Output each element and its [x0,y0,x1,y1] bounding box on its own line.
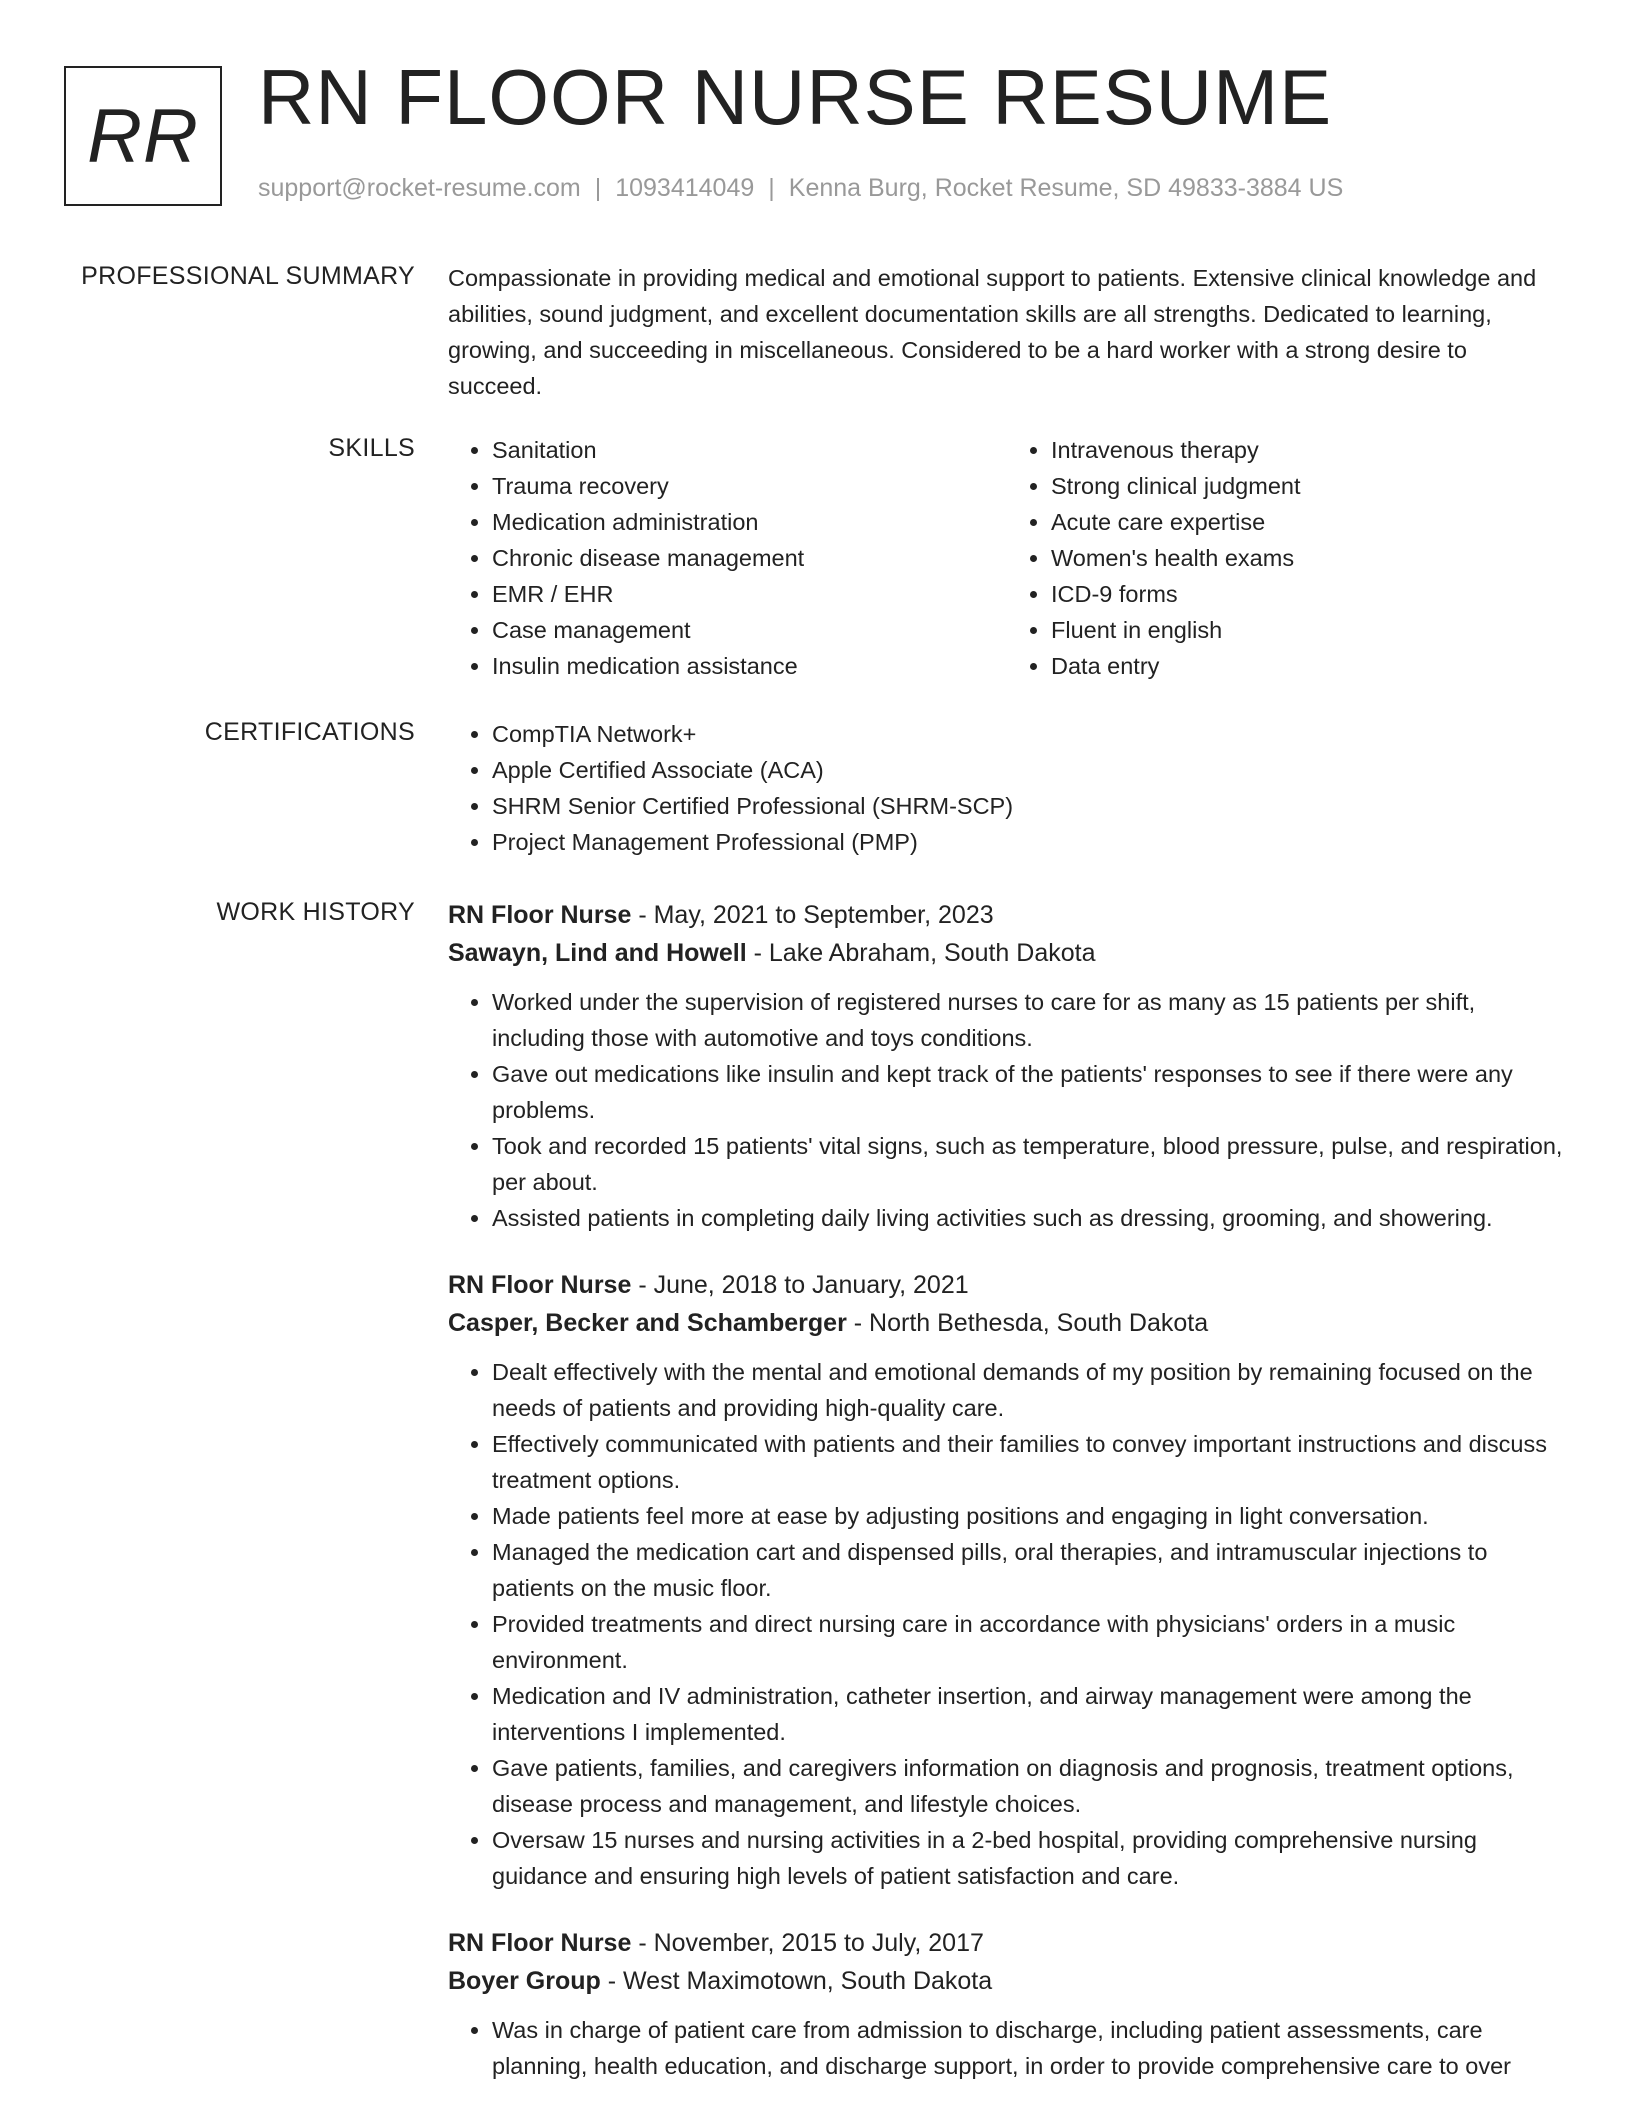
skill-item: • Case management [492,612,1007,648]
certification-item: • SHRM Senior Certified Professional (SHRM-SCP) [492,788,1566,824]
certification-item: • CompTIA Network+ [492,716,1566,752]
job-bullets [448,984,1566,1236]
contact-separator: | [768,174,775,202]
job-bullet: • Effectively communicated with patients and their families to convey important instructions and discuss treatment options. [492,1426,1566,1498]
job-company-line [448,934,1566,972]
skills-body [448,432,1566,684]
skill-item: • Medication administration [492,504,1007,540]
job-bullet: • Gave out medications like insulin and kept track of the patients' responses to see if there were any problems. [492,1056,1566,1128]
job-bullet: • Was in charge of patient care from admission to discharge, including patient assessments, care planning, health education, and discharge support, in order to provide comprehensive care to over [492,2012,1566,2084]
job-location: - West Maximotown, South Dakota [607,1967,993,1995]
certifications-body [448,716,1566,860]
job-bullet: • Assisted patients in completing daily living activities such as dressing, grooming, and showering. [492,1200,1566,1236]
job-bullet: • Dealt effectively with the mental and emotional demands of my position by remaining focused on the needs of patients and providing high-quality care. [492,1354,1566,1426]
section-label: PROFESSIONAL SUMMARY [81,262,415,290]
certifications-list [448,716,1566,860]
job-title-line [448,1924,1566,1962]
certification-item: • Project Management Professional (PMP) [492,824,1566,860]
resume-title: RN FLOOR NURSE RESUME [258,53,1333,141]
skill-item: • Sanitation [492,432,1007,468]
monogram-text: RR [87,93,199,179]
job-bullets [448,1354,1566,1894]
contact-address: Kenna Burg, Rocket Resume, SD 49833-3884 US [788,174,1344,202]
job-company-line [448,1304,1566,1342]
contact-line [258,174,1343,203]
summary-body [448,260,1566,404]
section-label: SKILLS [328,434,415,462]
skill-item: • ICD-9 forms [1051,576,1566,612]
job-entry [448,1924,1566,2084]
section-label: CERTIFICATIONS [204,718,415,746]
skills-list-right [1007,432,1566,684]
job-location: - North Bethesda, South Dakota [853,1309,1209,1337]
monogram-logo [64,66,222,206]
job-title-line [448,896,1566,934]
skill-item: • EMR / EHR [492,576,1007,612]
job-bullets [448,2012,1566,2084]
skill-item: • Chronic disease management [492,540,1007,576]
skill-item: • Trauma recovery [492,468,1007,504]
skill-item: • Strong clinical judgment [1051,468,1566,504]
contact-separator: | [594,174,602,202]
job-title: RN Floor Nurse [448,1929,632,1957]
job-location: - Lake Abraham, South Dakota [753,939,1096,967]
job-company: Sawayn, Lind and Howell [448,939,747,967]
job-bullet: • Took and recorded 15 patients' vital signs, such as temperature, blood pressure, pulse, and respiration, per about. [492,1128,1566,1200]
job-company: Boyer Group [448,1967,601,1995]
summary-text: Compassionate in providing medical and emotional support to patients. Extensive clinical knowledge and abilities, sound judgment, and excellent documentation skills are all strengths. Dedicated to learning, growing, and succeeding in miscellaneous. Considered to be a hard worker with a strong desire to succeed. [448,265,1537,399]
job-bullet: • Oversaw 15 nurses and nursing activities in a 2-bed hospital, providing comprehensive nursing guidance and ensuring high levels of patient satisfaction and care. [492,1822,1566,1894]
job-entry [448,1266,1566,1894]
skills-list-left [448,432,1007,684]
skill-item: • Women's health exams [1051,540,1566,576]
job-dates: - June, 2018 to January, 2021 [638,1271,969,1299]
job-bullet: • Provided treatments and direct nursing care in accordance with physicians' orders in a music environment. [492,1606,1566,1678]
work-history-body [448,896,1566,2084]
job-entry [448,896,1566,1236]
job-bullet: • Gave patients, families, and caregivers information on diagnosis and prognosis, treatment options, disease process and management, and lifestyle choices. [492,1750,1566,1822]
section-label: WORK HISTORY [216,898,415,926]
skill-item: • Intravenous therapy [1051,432,1566,468]
job-bullet: • Medication and IV administration, catheter insertion, and airway management were among the interventions I implemented. [492,1678,1566,1750]
job-company: Casper, Becker and Schamberger [448,1309,847,1337]
skill-item: • Fluent in english [1051,612,1566,648]
skill-item: • Acute care expertise [1051,504,1566,540]
job-bullet: • Made patients feel more at ease by adjusting positions and engaging in light conversation. [492,1498,1566,1534]
skill-item: • Insulin medication assistance [492,648,1007,684]
job-title: RN Floor Nurse [448,901,632,929]
job-dates: - May, 2021 to September, 2023 [638,901,994,929]
job-company-line [448,1962,1566,2000]
certification-item: • Apple Certified Associate (ACA) [492,752,1566,788]
job-title: RN Floor Nurse [448,1271,632,1299]
job-dates: - November, 2015 to July, 2017 [638,1929,984,1957]
skill-item: • Data entry [1051,648,1566,684]
job-title-line [448,1266,1566,1304]
job-bullet: • Managed the medication cart and dispensed pills, oral therapies, and intramuscular injections to patients on the music floor. [492,1534,1566,1606]
job-bullet: • Worked under the supervision of registered nurses to care for as many as 15 patients per shift, including those with automotive and toys conditions. [492,984,1566,1056]
contact-email[interactable]: support@rocket-resume.com [258,174,581,202]
contact-phone: 1093414049 [615,174,755,202]
